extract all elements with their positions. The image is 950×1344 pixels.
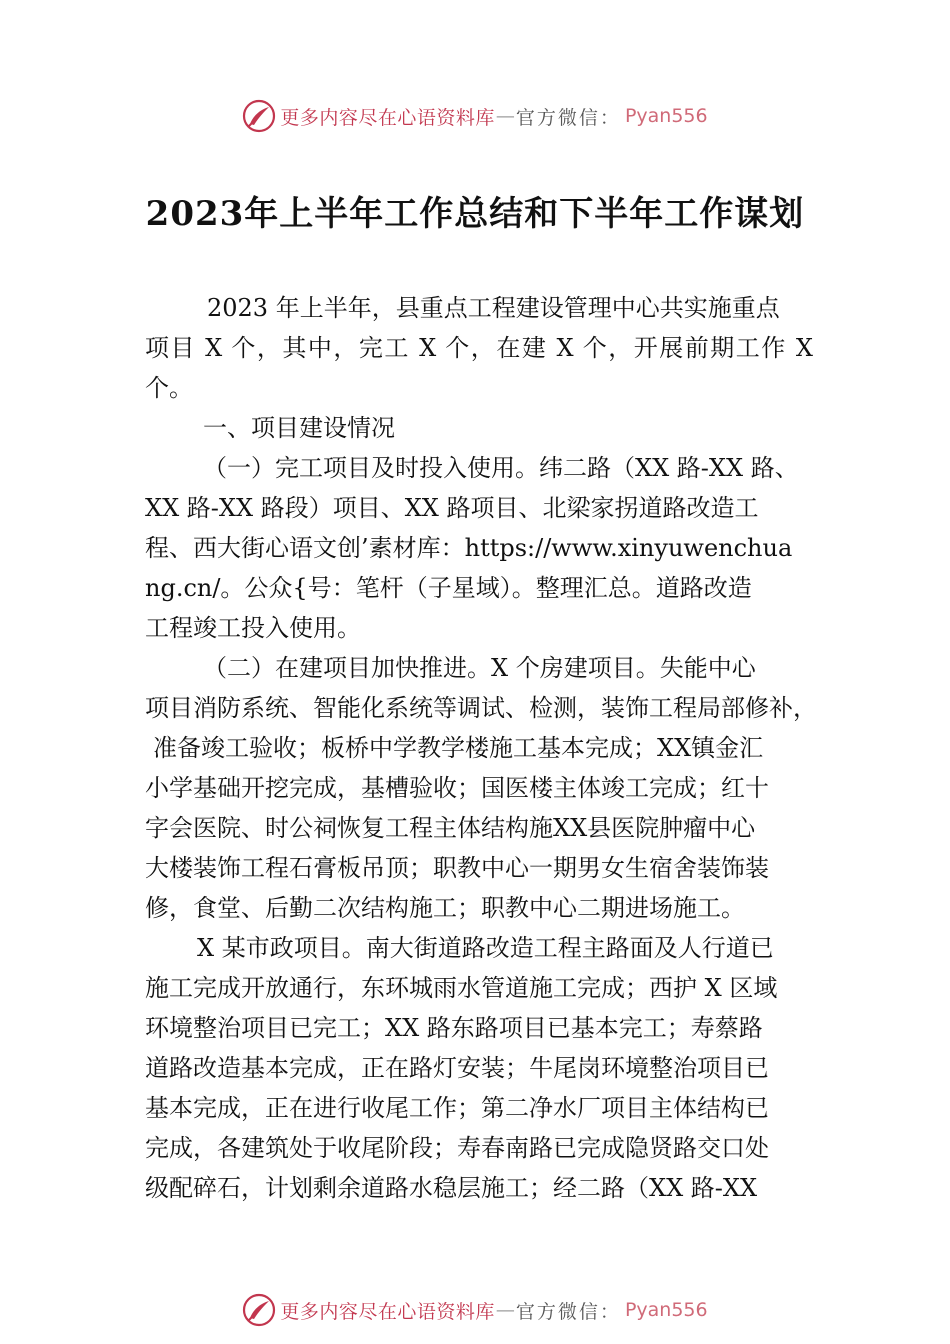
paragraph-line: 2023 年上半年，县重点工程建设管理中心共实施重点 — [207, 294, 780, 322]
paragraph-line: 程、西大街心语文创’素材库：https://www.xinyuwenchua — [145, 534, 793, 562]
paragraph-line: 完成，各建筑处于收尾阶段；寿春南路已完成隐贤路交口处 — [145, 1134, 769, 1162]
paragraph-line: 工程竣工投入使用。 — [145, 614, 361, 642]
watermark-text: 更多内容尽在心语资料库 — [280, 1300, 495, 1323]
paragraph-line: 道路改造基本完成，正在路灯安装；牛尾岗环境整治项目已 — [145, 1054, 769, 1082]
watermark-label: 官方微信： — [515, 106, 621, 129]
watermark-dash: — — [495, 105, 515, 127]
document-body — [145, 288, 817, 1208]
paragraph-line: 修，食堂、后勤二次结构施工；职教中心二期进场施工。 — [145, 894, 745, 922]
pen-logo-icon — [242, 99, 276, 133]
paragraph-line: （一）完工项目及时投入使用。纬二路（XX 路-XX 路、 — [203, 454, 799, 482]
watermark-id: Pyan556 — [624, 105, 708, 127]
paragraph-line: 准备竣工验收；板桥中学教学楼施工基本完成；XX镇金汇 — [153, 734, 764, 762]
paragraph-line: 项目 X 个，其中，完工 X 个，在建 X 个，开展前期工作 X — [145, 334, 813, 362]
page-title: 2023年上半年工作总结和下半年工作谋划 — [145, 194, 805, 234]
watermark-text: 更多内容尽在心语资料库 — [280, 106, 495, 129]
paragraph-line: X 某市政项目。南大街道路改造工程主路面及人行道已 — [197, 934, 774, 962]
paragraph-line: 施工完成开放通行，东环城雨水管道施工完成；西护 X 区域 — [145, 974, 778, 1002]
paragraph-line: 小学基础开挖完成，基槽验收；国医楼主体竣工完成；红十 — [145, 774, 769, 802]
paragraph-line: XX 路-XX 路段）项目、XX 路项目、北梁家拐道路改造工 — [145, 494, 759, 522]
paragraph-line: 项目消防系统、智能化系统等调试、检测，装饰工程局部修补， — [145, 694, 817, 722]
watermark-label: 官方微信： — [515, 1300, 621, 1323]
watermark-banner-bottom — [0, 1290, 950, 1330]
paragraph-line: 大楼装饰工程石膏板吊顶；职教中心一期男女生宿舍装饰装 — [145, 854, 769, 882]
paragraph-line: （二）在建项目加快推进。X 个房建项目。失能中心 — [203, 654, 756, 682]
watermark-dash: — — [495, 1299, 515, 1321]
paragraph-line: 字会医院、时公祠恢复工程主体结构施XX县医院肿瘤中心 — [145, 814, 756, 842]
paragraph-line: 基本完成，正在进行收尾工作；第二净水厂项目主体结构已 — [145, 1094, 769, 1122]
pen-logo-icon — [242, 1293, 276, 1327]
watermark-id: Pyan556 — [624, 1299, 708, 1321]
watermark-banner-top — [0, 96, 950, 136]
paragraph-line: 环境整治项目已完工；XX 路东路项目已基本完工；寿蔡路 — [145, 1014, 763, 1042]
paragraph-line: 级配碎石，计划剩余道路水稳层施工；经二路（XX 路-XX — [145, 1174, 758, 1202]
paragraph-line: ng.cn/。公众{号：笔杆（子星域）。整理汇总。道路改造 — [145, 574, 752, 602]
section-heading: 一、项目建设情况 — [203, 414, 395, 442]
paragraph-line: 个。 — [145, 374, 193, 402]
